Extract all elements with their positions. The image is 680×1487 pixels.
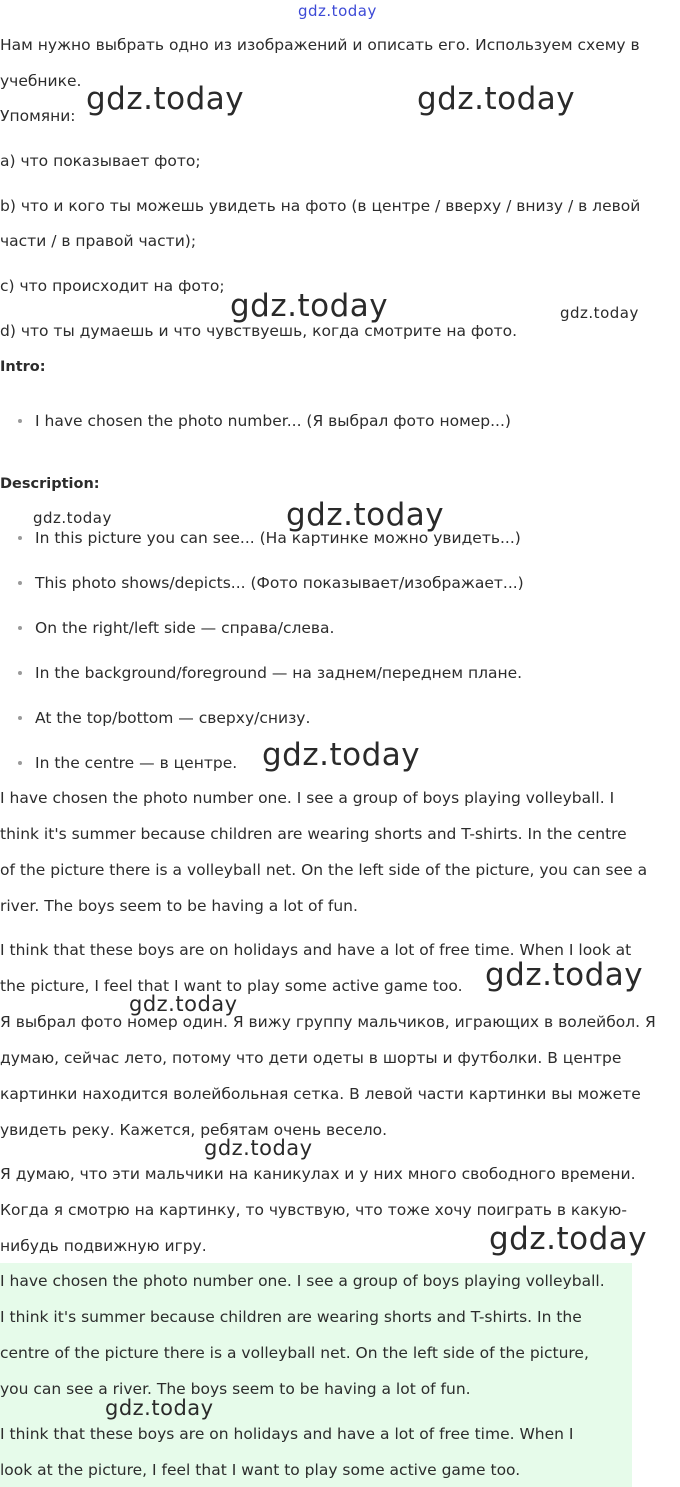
answer-ru-line: думаю, сейчас лето, потому что дети одеты в шорты и футболки. В центре — [0, 1049, 622, 1067]
bullet-dot — [18, 419, 22, 423]
bullet-dot — [18, 671, 22, 675]
intro-bullet: I have chosen the photo number... (Я выбрал фото номер...) — [35, 412, 511, 430]
answer-en-line: of the picture there is a volleyball net. On the left side of the picture, you can see a — [0, 861, 648, 879]
task-item-c: c) что происходит на фото; — [0, 277, 225, 295]
answer-en-line: think it's summer because children are wearing shorts and T-shirts. In the centre — [0, 825, 627, 843]
highlighted-answer-line: I think it's summer because children are wearing shorts and T-shirts. In the — [0, 1308, 582, 1326]
answer-en-line: river. The boys seem to be having a lot of fun. — [0, 897, 358, 915]
bullet-dot — [18, 761, 22, 765]
bullet-dot — [18, 536, 22, 540]
highlighted-answer-line: I think that these boys are on holidays and have a lot of free time. When I — [0, 1425, 574, 1443]
watermark: gdz.today — [286, 497, 445, 533]
watermark: gdz.today — [560, 304, 639, 322]
description-bullet: In the centre — в центре. — [35, 754, 238, 772]
bullet-dot — [18, 716, 22, 720]
watermark: gdz.today — [262, 737, 421, 773]
intro-heading: Intro: — [0, 359, 46, 375]
task-line-2: учебнике. — [0, 72, 82, 90]
answer-en-line: the picture, I feel that I want to play some active game too. — [0, 977, 463, 995]
description-heading: Description: — [0, 476, 100, 492]
highlighted-answer-line: you can see a river. The boys seem to be having a lot of fun. — [0, 1380, 471, 1398]
task-item-b-cont: части / в правой части); — [0, 232, 197, 250]
highlighted-answer-line: centre of the picture there is a volleyball net. On the left side of the picture, — [0, 1344, 589, 1362]
answer-ru-line: нибудь подвижную игру. — [0, 1237, 207, 1255]
watermark-top: gdz.today — [298, 2, 377, 20]
watermark: gdz.today — [485, 957, 644, 993]
task-item-d: d) что ты думаешь и что чувствуешь, когда смотрите на фото. — [0, 322, 518, 340]
watermark: gdz.today — [33, 509, 112, 527]
watermark: gdz.today — [105, 1396, 214, 1420]
watermark: gdz.today — [86, 81, 245, 117]
answer-ru-line: увидеть реку. Кажется, ребятам очень весело. — [0, 1121, 388, 1139]
answer-ru-line: Я выбрал фото номер один. Я вижу группу мальчиков, играющих в волейбол. Я — [0, 1013, 656, 1031]
answer-ru-line: картинки находится волейбольная сетка. В левой части картинки вы можете — [0, 1085, 641, 1103]
watermark: gdz.today — [417, 81, 576, 117]
task-item-a: a) что показывает фото; — [0, 152, 201, 170]
highlighted-answer-line: look at the picture, I feel that I want to play some active game too. — [0, 1461, 521, 1479]
answer-en-line: I have chosen the photo number one. I see a group of boys playing volleyball. I — [0, 789, 615, 807]
mention-label: Упомяни: — [0, 107, 76, 125]
description-bullet: At the top/bottom — сверху/снизу. — [35, 709, 311, 727]
description-bullet: In this picture you can see... (На картинке можно увидеть...) — [35, 529, 521, 547]
answer-ru-line: Когда я смотрю на картинку, то чувствую, что тоже хочу поиграть в какую- — [0, 1201, 627, 1219]
highlighted-answer-background — [0, 1263, 632, 1487]
highlighted-answer-line: I have chosen the photo number one. I see a group of boys playing volleyball. — [0, 1272, 605, 1290]
task-item-b: b) что и кого ты можешь увидеть на фото (в центре / вверху / внизу / в левой — [0, 197, 641, 215]
watermark: gdz.today — [204, 1136, 313, 1160]
bullet-dot — [18, 581, 22, 585]
answer-ru-line: Я думаю, что эти мальчики на каникулах и у них много свободного времени. — [0, 1165, 636, 1183]
watermark: gdz.today — [129, 992, 238, 1016]
watermark: gdz.today — [489, 1221, 648, 1257]
watermark: gdz.today — [230, 288, 389, 324]
answer-en-line: I think that these boys are on holidays and have a lot of free time. When I look at — [0, 941, 632, 959]
description-bullet: On the right/left side — справа/слева. — [35, 619, 335, 637]
description-bullet: This photo shows/depicts... (Фото показывает/изображает...) — [35, 574, 524, 592]
bullet-dot — [18, 626, 22, 630]
description-bullet: In the background/foreground — на заднем/переднем плане. — [35, 664, 523, 682]
task-line-1: Нам нужно выбрать одно из изображений и описать его. Используем схему в — [0, 36, 640, 54]
